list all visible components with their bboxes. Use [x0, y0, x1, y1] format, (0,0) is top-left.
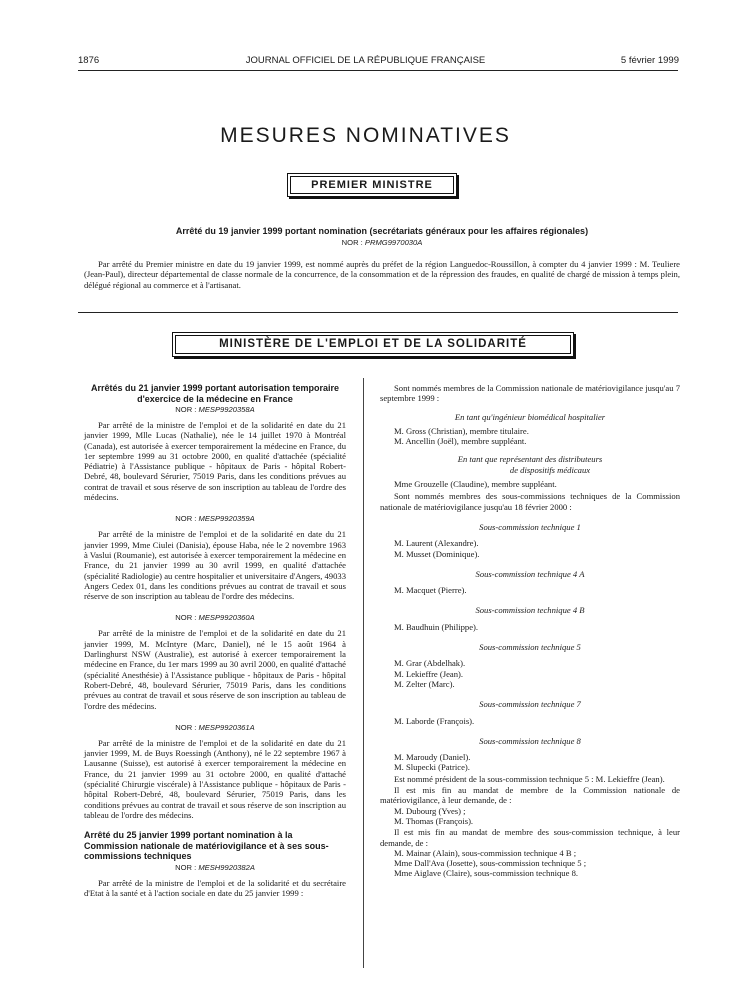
member-entry: M. Baudhuin (Philippe). [394, 621, 479, 632]
subcommission-intro: Sont nommés membres des sous-commissions techniques de la Commission nationale de matériovigilance jusqu'au 18 février 2000 : [380, 491, 680, 512]
member-list [380, 716, 680, 726]
journal-title: JOURNAL OFFICIEL DE LA RÉPUBLIQUE FRANÇAISE [245, 55, 486, 66]
arrete-title-premier-ministre: Arrêté du 19 janvier 1999 portant nomination (secrétariats généraux pour les affaires régionales) [175, 226, 589, 236]
section-heading-premier-ministre: PREMIER MINISTRE [287, 173, 457, 197]
end-mandate-commission: Il est mis fin au mandat de membre de la Commission nationale de matériovigilance, à leur demande, de : [380, 785, 680, 806]
member-entry: M. Maroudy (Daniel). [394, 752, 471, 763]
member-entry: M. Thomas (François). [394, 815, 474, 826]
member-list [380, 658, 680, 689]
member-entry: Mme Grouzelle (Claudine), membre suppléant. [394, 479, 557, 490]
nor-reference: NOR : MESP9920361A [175, 722, 255, 732]
column-divider [363, 378, 364, 968]
arrete-paragraph: Par arrêté de la ministre de l'emploi et de la solidarité en date du 21 janvier 1999, Mme Ciulei (Danisia), épouse Haba, née le 2 novembre 1963 à Vaslui (Roumanie), est autorisée à exercer temporairement la médecine en France, du 21 janvier 1999 au 30 avril 1999, en qualité d'attachée (spécialité Radiologie) au centre hospitalier et universitaire d'Angers, 49033 Angers Cedex 01, dans les conditions prévues au contrat de travail et sous réserve de son inscription au tableau de l'ordre des médecins. [84, 529, 346, 602]
arrete-title-medecine: Arrêtés du 21 janvier 1999 portant autorisation temporaire d'exercice de la médecine en France [90, 383, 340, 404]
right-column [380, 383, 680, 879]
header-rule [78, 70, 678, 71]
issue-date: 5 février 1999 [620, 55, 679, 66]
section-heading-ministere: MINISTÈRE DE L'EMPLOI ET DE LA SOLIDARITÉ [172, 332, 574, 357]
arrete-paragraph: Par arrêté de la ministre de l'emploi et de la solidarité et du secrétaire d'Etat à la santé et à l'action sociale en date du 25 janvier 1999 : [84, 877, 346, 898]
member-list [380, 538, 680, 559]
nor-reference: NOR : MESP9920358A [175, 405, 255, 414]
member-list [380, 479, 680, 489]
commission-intro: Sont nommés membres de la Commission nationale de matériovigilance jusqu'au 7 septembre 1999 : [380, 383, 680, 404]
page-title: MESURES NOMINATIVES [220, 124, 511, 147]
subheading-sc1: Sous-commission technique 1 [479, 521, 581, 532]
arrete-paragraph: Par arrêté de la ministre de l'emploi et de la solidarité en date du 21 janvier 1999, M. McIntyre (Marc, Daniel), né le 15 août 1964 à Darlinghurst NSW (Australie), est autorisé à exercer temporairement la médecine en France, du 1er mars 1999 au 30 avril 2000, en qualité d'attaché (spécialité Anesthésie) à l'Assistance publique - hôpitaux de Paris - hôpital Robert-Debré, 48, boulevard Sérurier, 75019 Paris, dans les conditions prévues au contrat de travail et sous réserve de son inscription au tableau de l'ordre des médecins. [84, 628, 346, 711]
arrete-title-materiovigilance: Arrêté du 25 janvier 1999 portant nomination à la Commission nationale de matériovigilance et à ses sous-commissions techniques [84, 830, 329, 862]
member-list [380, 806, 680, 827]
end-mandate-subcommission: Il est mis fin au mandat de membre des sous-commission technique, à leur demande, de : [380, 827, 680, 848]
subheading-sc5: Sous-commission technique 5 [479, 642, 581, 653]
president-appointment: Est nommé président de la sous-commission technique 5 : M. Lekieffre (Jean). [394, 773, 665, 784]
member-list [380, 848, 680, 879]
member-entry: M. Lekieffre (Jean). [394, 668, 464, 679]
member-entry: M. Mainar (Alain), sous-commission technique 4 B ; [394, 847, 577, 858]
subheading-ingenieur: En tant qu'ingénieur biomédical hospitalier [454, 411, 606, 422]
arrete-paragraph: Par arrêté de la ministre de l'emploi et de la solidarité en date du 21 janvier 1999, M. de Buys Roessingh (Anthony), né le 22 septembre 1967 à Lausanne (Suisse), est autorisé à exercer temporairement la médecine en France, du 21 janvier 1999 au 31 octobre 2000, en qualité d'attaché (spécialité Chirurgie viscérale) à l'Assistance publique - hôpitaux de Paris - hôpital Robert-Debré, 48, boulevard Sérurier, 75019 Paris, dans les conditions prévues au contrat de travail et sous réserve de son inscription au tableau de l'ordre des médecins. [84, 737, 346, 820]
member-entry: M. Macquet (Pierre). [394, 585, 467, 596]
member-entry: M. Grar (Abdelhak). [394, 658, 466, 669]
member-entry: M. Dubourg (Yves) ; [394, 805, 466, 816]
member-entry: M. Slupecki (Patrice). [394, 762, 470, 773]
member-entry: Mme Dall'Ava (Josette), sous-commission technique 5 ; [394, 858, 587, 869]
nor-reference: NOR : PRMG9970030A [341, 238, 423, 247]
member-entry: M. Zelter (Marc). [394, 678, 455, 689]
subheading-sc7: Sous-commission technique 7 [479, 699, 581, 710]
nor-reference: NOR : MESH9920382A [175, 862, 255, 872]
page-number: 1876 [78, 55, 100, 66]
member-entry: M. Ancellin (Joël), membre suppléant. [394, 436, 527, 447]
member-entry: M. Laurent (Alexandre). [394, 538, 479, 549]
member-list [380, 585, 680, 595]
member-entry: M. Gross (Christian), membre titulaire. [394, 425, 529, 436]
nor-reference: NOR : MESP9920359A [175, 514, 255, 524]
subheading-sc8: Sous-commission technique 8 [479, 735, 581, 746]
member-entry: Mme Aiglave (Claire), sous-commission technique 8. [394, 868, 579, 879]
subheading-distributeurs: En tant que représentant des distributeurs de dispositifs médicaux [457, 454, 603, 475]
member-list [380, 622, 680, 632]
subheading-sc4a: Sous-commission technique 4 A [475, 568, 585, 579]
member-entry: M. Laborde (François). [394, 715, 475, 726]
arrete-text-premier-ministre: Par arrêté du Premier ministre en date du 19 janvier 1999, est nommé auprès du préfet de la région Languedoc-Roussillon, à compter du 4 janvier 1999 : M. Teuliere (Jean-Paul), directeur départemental de classe normale de la concurrence, de la consommation et de la répression des fraudes, en qualité de chargé de mission à temps plein, délégué régional au commerce et à l'artisanat. [84, 259, 680, 290]
nor-reference: NOR : MESP9920360A [175, 613, 255, 623]
member-list [380, 752, 680, 773]
section-rule [78, 312, 678, 313]
member-entry: M. Musset (Dominique). [394, 548, 480, 559]
arrete-paragraph: Par arrêté de la ministre de l'emploi et de la solidarité en date du 21 janvier 1999, Mlle Lucas (Nathalie), née le 14 juillet 1970 à Montréal (Canada), est autorisée à exercer temporairement la médecine en France, du 1er septembre 1999 au 31 octobre 2000, en qualité d'attachée (spécialité Pédiatrie) à l'Assistance publique - hôpitaux de Paris - hôpital Robert-Debré, 48, boulevard Sérurier, 75019 Paris, dans les conditions prévues au contrat de travail et sous réserve de son inscription au tableau de l'ordre des médecins. [84, 420, 346, 503]
subheading-sc4b: Sous-commission technique 4 B [475, 605, 585, 616]
left-column [84, 383, 346, 898]
member-list [380, 426, 680, 447]
